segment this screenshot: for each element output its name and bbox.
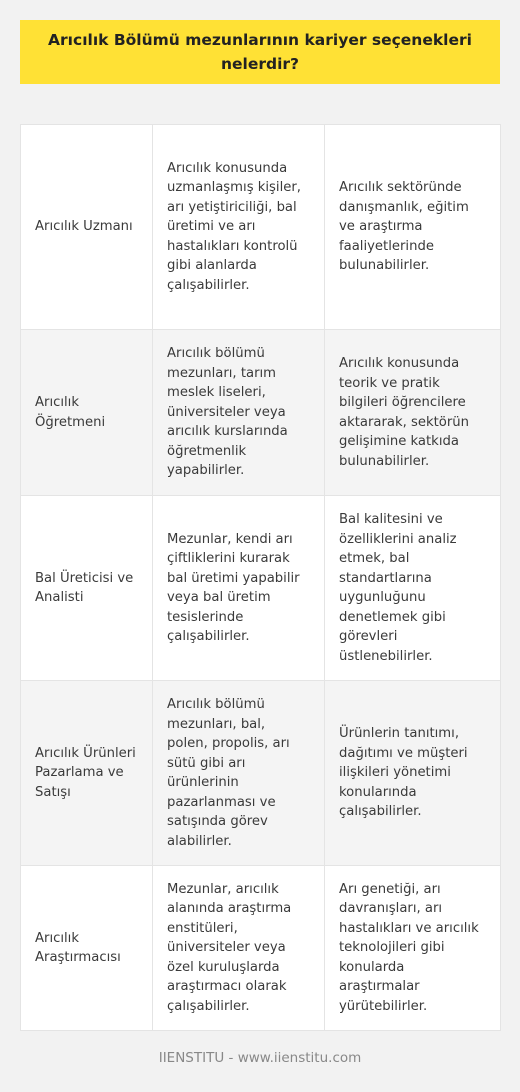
title-banner — [20, 20, 500, 84]
role-cell: Arıcılık Uzmanı — [21, 125, 153, 330]
career-table — [20, 124, 501, 1031]
table-row — [21, 496, 501, 681]
table-row — [21, 681, 501, 866]
description-cell: Mezunlar, arıcılık alanında araştırma enstitüleri, üniversiteler veya özel kuruluşlarda araştırmacı olarak çalışabilirler. — [153, 866, 325, 1031]
description-cell: Mezunlar, kendi arı çiftliklerini kurarak bal üretimi yapabilir veya bal üretim tesislerinde çalışabilirler. — [153, 496, 325, 681]
role-cell: Arıcılık Araştırmacısı — [21, 866, 153, 1031]
details-cell: Ürünlerin tanıtımı, dağıtımı ve müşteri ilişkileri yönetimi konularında çalışabilirler. — [325, 681, 501, 866]
details-cell: Arıcılık konusunda teorik ve pratik bilgileri öğrencilere aktararak, sektörün gelişimine katkıda bulunabilirler. — [325, 330, 501, 496]
table-row — [21, 125, 501, 330]
details-cell: Arı genetiği, arı davranışları, arı hastalıkları ve arıcılık teknolojileri gibi konularda araştırmalar yürütebilirler. — [325, 866, 501, 1031]
table-row — [21, 330, 501, 496]
details-cell: Bal kalitesini ve özelliklerini analiz etmek, bal standartlarına uygunluğunu denetlemek gibi görevleri üstlenebilirler. — [325, 496, 501, 681]
role-cell: Arıcılık Ürünleri Pazarlama ve Satışı — [21, 681, 153, 866]
role-cell: Bal Üreticisi ve Analisti — [21, 496, 153, 681]
description-cell: Arıcılık konusunda uzmanlaşmış kişiler, arı yetiştiriciliği, bal üretimi ve arı hastalıkları kontrolü gibi alanlarda çalışabilirler. — [153, 125, 325, 330]
footer-credit: IIENSTITU - www.iienstitu.com — [158, 1050, 362, 1066]
role-cell: Arıcılık Öğretmeni — [21, 330, 153, 496]
description-cell: Arıcılık bölümü mezunları, bal, polen, propolis, arı sütü gibi arı ürünlerinin pazarlanması ve satışında görev alabilirler. — [153, 681, 325, 866]
details-cell: Arıcılık sektöründe danışmanlık, eğitim ve araştırma faaliyetlerinde bulunabilirler. — [325, 125, 501, 330]
page-title: Arıcılık Bölümü mezunlarının kariyer seçenekleri nelerdir? — [48, 31, 472, 73]
description-cell: Arıcılık bölümü mezunları, tarım meslek liseleri, üniversiteler veya arıcılık kurslarında öğretmenlik yapabilirler. — [153, 330, 325, 496]
table-row — [21, 866, 501, 1031]
